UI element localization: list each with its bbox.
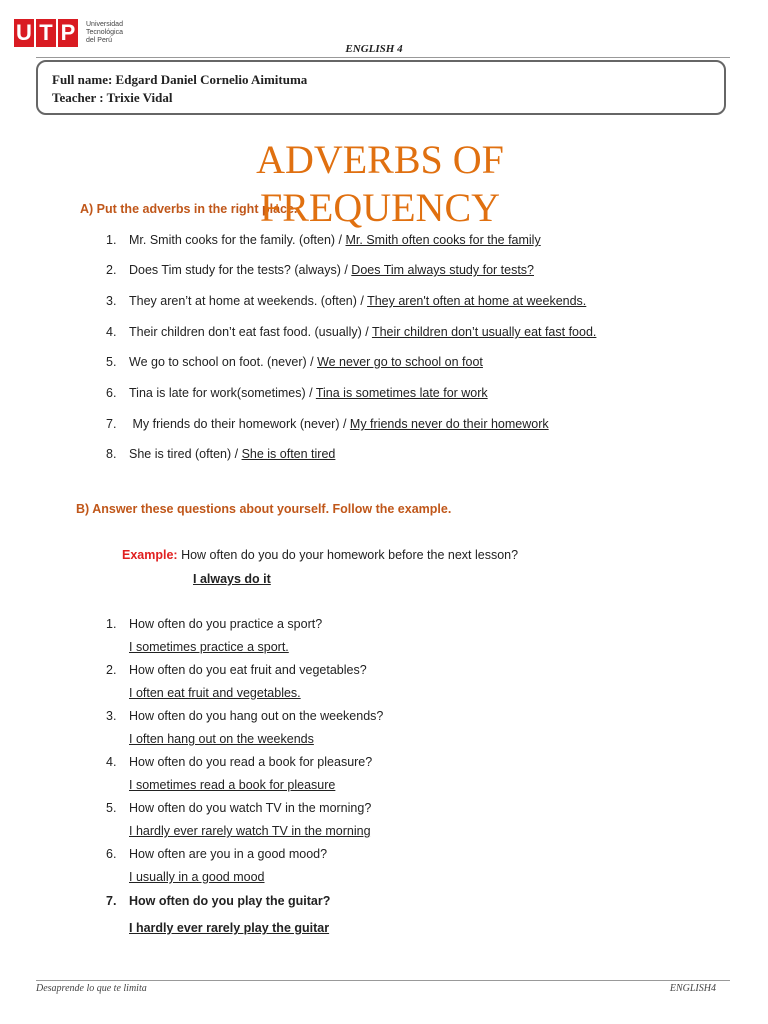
page-title xyxy=(180,136,580,232)
exercise-a-item-3 xyxy=(106,294,586,308)
item-number: 1. xyxy=(106,617,117,631)
question-text: How often do you watch TV in the morning? xyxy=(129,801,372,815)
item-answer: We never go to school on foot xyxy=(317,355,483,369)
example-label: Example: xyxy=(122,548,178,562)
example-question-text: How often do you do your homework before the next lesson? xyxy=(177,548,519,562)
item-prompt: My friends do their homework (never) / xyxy=(129,417,350,431)
title-line-1: ADVERBS OF xyxy=(256,137,504,182)
item-number: 5. xyxy=(106,801,117,815)
example-answer: I always do it xyxy=(193,572,271,586)
answer-b-6: I usually in a good mood xyxy=(129,870,265,884)
question-b-5 xyxy=(106,801,371,815)
item-answer: Mr. Smith often cooks for the family xyxy=(345,233,541,247)
answer-b-7: I hardly ever rarely play the guitar xyxy=(129,921,330,935)
exercise-a-item-6 xyxy=(106,386,488,400)
question-b-6 xyxy=(106,847,327,861)
item-prompt: She is tired (often) / xyxy=(129,447,242,461)
item-number: 6. xyxy=(106,847,117,861)
question-text: How often do you play the guitar? xyxy=(129,894,331,908)
item-number: 2. xyxy=(106,663,117,677)
item-prompt: Does Tim study for the tests? (always) / xyxy=(129,263,352,277)
item-answer: My friends never do their homework xyxy=(349,417,549,431)
header-divider xyxy=(36,57,730,58)
exercise-a-item-4 xyxy=(106,325,596,339)
item-number: 7. xyxy=(106,894,117,908)
item-number: 3. xyxy=(106,709,117,723)
item-answer: Tina is sometimes late for work xyxy=(315,386,488,400)
item-prompt: We go to school on foot. (never) / xyxy=(129,355,318,369)
answer-b-5: I hardly ever rarely watch TV in the morning xyxy=(129,824,371,838)
answer-b-1: I sometimes practice a sport. xyxy=(129,640,289,654)
logo-line-2: Tecnológica xyxy=(86,29,123,36)
course-header: ENGLISH 4 xyxy=(345,43,403,55)
item-number: 3. xyxy=(106,294,117,308)
question-b-3 xyxy=(106,709,383,723)
item-prompt: Tina is late for work(sometimes) / xyxy=(129,386,316,400)
logo-letter-p: P xyxy=(58,19,78,47)
footer-divider xyxy=(36,980,730,981)
logo-line-3: del Perú xyxy=(86,37,113,44)
question-text: How often do you practice a sport? xyxy=(129,617,323,631)
item-answer: She is often tired xyxy=(241,447,336,461)
item-prompt: Their children don’t eat fast food. (usually) / xyxy=(129,325,372,339)
item-number: 6. xyxy=(106,386,117,400)
item-number: 4. xyxy=(106,755,117,769)
item-number: 2. xyxy=(106,263,117,277)
question-b-1 xyxy=(106,617,322,631)
answer-b-4: I sometimes read a book for pleasure xyxy=(129,778,336,792)
item-number: 8. xyxy=(106,447,117,461)
question-b-4 xyxy=(106,755,372,769)
item-number: 4. xyxy=(106,325,117,339)
item-number: 1. xyxy=(106,233,117,247)
question-text: How often do you eat fruit and vegetables? xyxy=(129,663,367,677)
logo-letter-t: T xyxy=(36,19,56,47)
item-number: 7. xyxy=(106,417,117,431)
logo-letter-u: U xyxy=(14,19,34,47)
teacher-name: Teacher : Trixie Vidal xyxy=(52,90,173,105)
example-question xyxy=(122,548,518,562)
item-answer: They aren't often at home at weekends. xyxy=(367,294,587,308)
item-answer: Does Tim always study for tests? xyxy=(351,263,534,277)
exercise-a-item-7 xyxy=(106,417,549,431)
answer-b-3: I often hang out on the weekends xyxy=(129,732,314,746)
footer-course: ENGLISH4 xyxy=(669,983,716,994)
question-text: How often do you hang out on the weekends? xyxy=(129,709,384,723)
section-b-heading: B) Answer these questions about yourself. Follow the example. xyxy=(76,502,452,516)
logo-line-1: Universidad xyxy=(86,21,123,28)
item-answer: Their children don’t usually eat fast food. xyxy=(371,325,597,339)
question-b-7 xyxy=(106,894,330,908)
exercise-a-item-1 xyxy=(106,233,541,247)
question-text: How often are you in a good mood? xyxy=(129,847,328,861)
item-prompt: They aren’t at home at weekends. (often) / xyxy=(129,294,368,308)
footer-slogan: Desaprende lo que te limita xyxy=(36,983,147,994)
logo-university-name xyxy=(86,21,123,45)
exercise-a-item-2 xyxy=(106,263,534,277)
answer-b-2: I often eat fruit and vegetables. xyxy=(129,686,301,700)
title-line-2: FREQUENCY xyxy=(259,185,501,230)
item-prompt: Mr. Smith cooks for the family. (often) / xyxy=(129,233,346,247)
question-b-2 xyxy=(106,663,367,677)
student-full-name: Full name: Edgard Daniel Cornelio Aimituma xyxy=(52,72,308,87)
exercise-a-item-8 xyxy=(106,447,335,461)
exercise-a-item-5 xyxy=(106,355,483,369)
section-a-heading: A) Put the adverbs in the right place. xyxy=(80,202,298,216)
question-text: How often do you read a book for pleasure? xyxy=(129,755,373,769)
item-number: 5. xyxy=(106,355,117,369)
